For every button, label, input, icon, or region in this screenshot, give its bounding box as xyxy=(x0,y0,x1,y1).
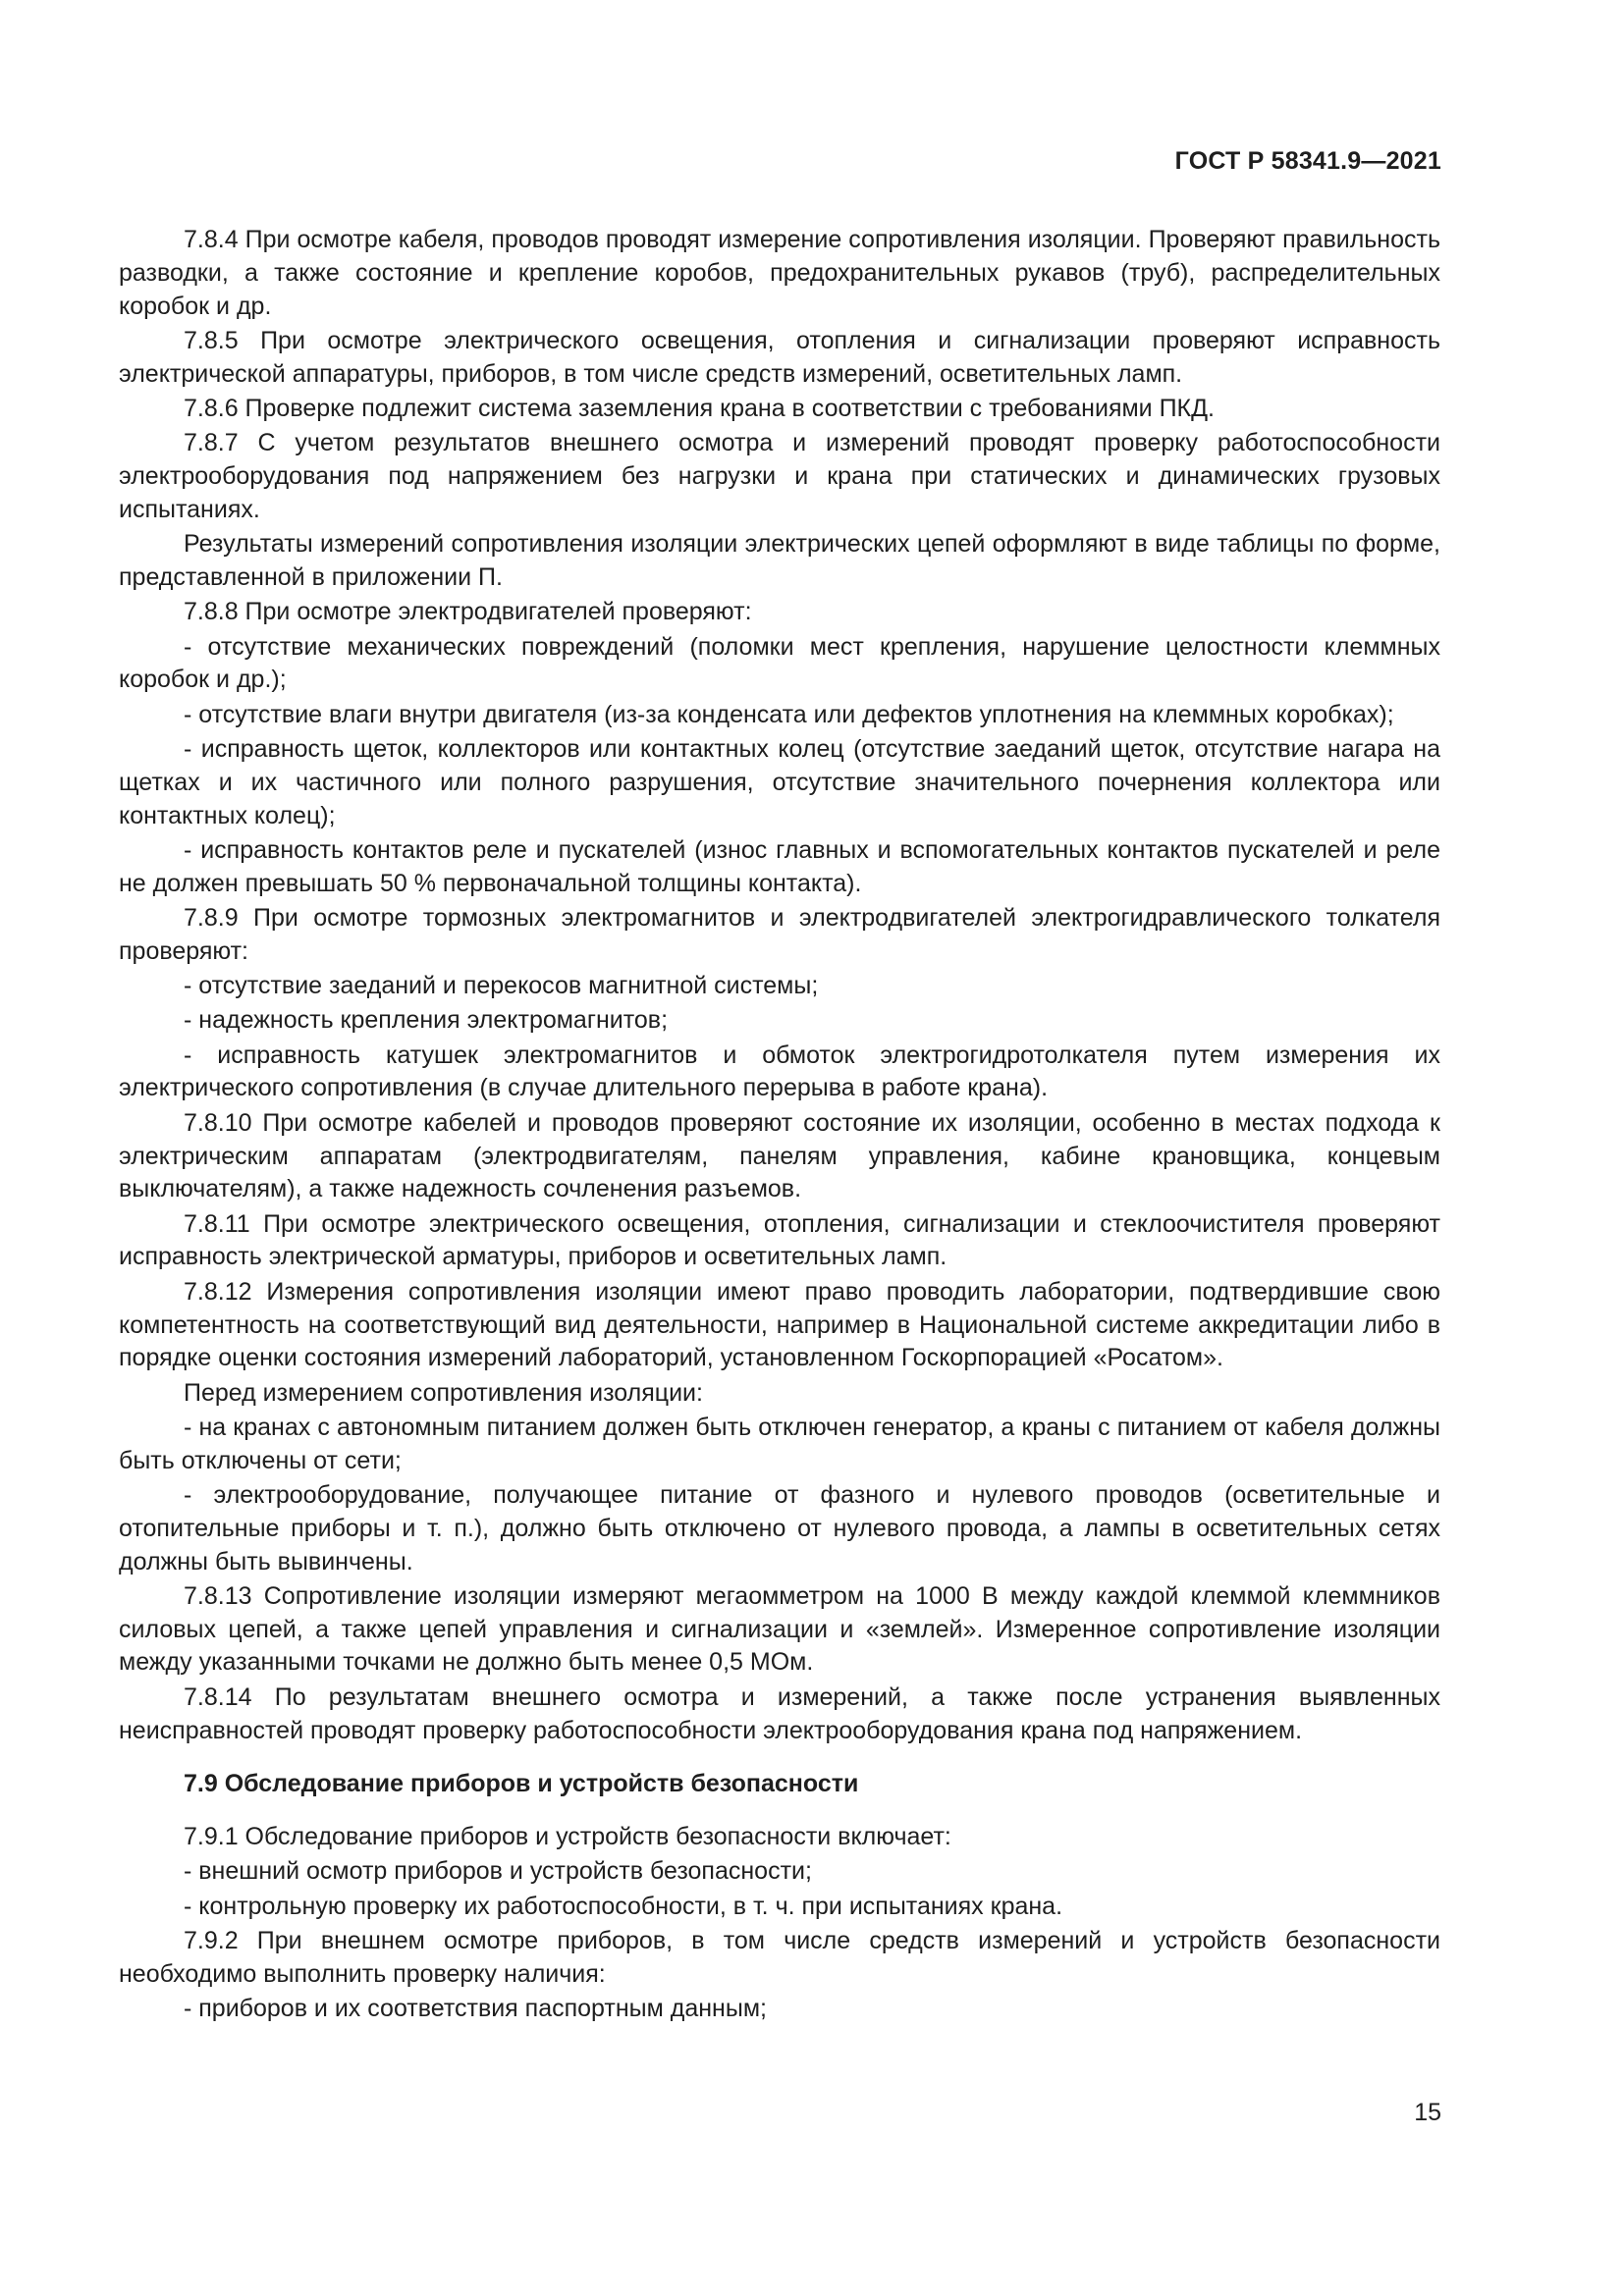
document-body xyxy=(119,224,1440,2026)
paragraph-7-8-14: 7.8.14 По результатам внешнего осмотра и измерений, а также после устранения выявленных неисправностей проводят проверку работоспособности электрооборудования крана под напряжением. xyxy=(119,1682,1440,1744)
list-item: - на кранах с автономным питанием должен быть отключен генератор, а краны с питанием от кабеля должны быть отключены от сети; xyxy=(119,1413,1440,1474)
paragraph-7-8-11: 7.8.11 При осмотре электрического освещения, отопления, сигнализации и стеклоочистителя проверяют исправность электрической арматуры, приборов и осветительных ламп. xyxy=(119,1209,1440,1271)
paragraph-7-9-2: 7.9.2 При внешнем осмотре приборов, в том числе средств измерений и устройств безопасности необходимо выполнить проверку наличия: xyxy=(119,1927,1440,1988)
paragraph-7-8-12: 7.8.12 Измерения сопротивления изоляции имеют право проводить лаборатории, подтвердившие свою компетентность на соответствующий вид деятельности, например в Национальной системе аккредитации либо в порядке оценки состояния измерений лабораторий, установленном Госкорпорацией «Росатом». xyxy=(119,1277,1440,1372)
paragraph-7-8-13: 7.8.13 Сопротивление изоляции измеряют мегаомметром на 1000 В между каждой клеммой клеммников силовых цепей, а также цепей управления и сигнализации и «землей». Измеренное сопротивление изоляции между указанными точками не должно быть менее 0,5 МОм. xyxy=(119,1581,1440,1677)
document-header-id: ГОСТ Р 58341.9—2021 xyxy=(1174,147,1441,175)
paragraph-7-8-9: 7.8.9 При осмотре тормозных электромагнитов и электродвигателей электрогидравлического толкателя проверяют: xyxy=(119,903,1440,965)
paragraph-results: Результаты измерений сопротивления изоляции электрических цепей оформляют в виде таблицы по форме, представленной в приложении П. xyxy=(119,530,1440,591)
list-item: - исправность контактов реле и пускателей (износ главных и вспомогательных контактов пускателей и реле не должен превышать 50 % первоначальной толщины контакта). xyxy=(119,835,1440,897)
paragraph-7-8-4: 7.8.4 При осмотре кабеля, проводов проводят измерение сопротивления изоляции. Проверяют правильность разводки, а также состояние и крепление коробов, предохранительных рукавов (труб), распределительных коробок и др. xyxy=(119,226,1440,320)
paragraph-7-9-1: 7.9.1 Обследование приборов и устройств безопасности включает: xyxy=(184,1823,951,1851)
list-item: - отсутствие механических повреждений (поломки мест крепления, нарушение целостности клеммных коробок и др.); xyxy=(119,632,1440,694)
list-item: - отсутствие заеданий и перекосов магнитной системы; xyxy=(184,972,819,1000)
list-item: - электрооборудование, получающее питание от фазного и нулевого проводов (осветительные и отопительные приборы и т. п.), должно быть отключено от нулевого провода, а лампы в осветительных сетях должны быть вывинчены. xyxy=(119,1480,1440,1575)
list-item: - приборов и их соответствия паспортным данным; xyxy=(184,1995,767,2023)
paragraph-7-8-8: 7.8.8 При осмотре электродвигателей проверяют: xyxy=(184,598,752,626)
list-item: - надежность крепления электромагнитов; xyxy=(184,1006,669,1035)
paragraph-7-8-6: 7.8.6 Проверке подлежит система заземления крана в соответствии с требованиями ПКД. xyxy=(184,394,1215,422)
paragraph-7-8-5: 7.8.5 При осмотре электрического освещения, отопления и сигнализации проверяют исправность электрической аппаратуры, приборов, в том числе средств измерений, осветительных ламп. xyxy=(119,326,1440,388)
list-item: - исправность щеток, коллекторов или контактных колец (отсутствие заеданий щеток, отсутствие нагара на щетках и их частичного или полного разрушения, отсутствие значительного почернения коллектора или контактных колец); xyxy=(119,734,1440,829)
list-item: - исправность катушек электромагнитов и обмоток электрогидротолкателя путем измерения их электрического сопротивления (в случае длительного перерыва в работе крана). xyxy=(119,1041,1440,1102)
paragraph-7-8-10: 7.8.10 При осмотре кабелей и проводов проверяют состояние их изоляции, особенно в местах подхода к электрическим аппаратам (электродвигателям, панелям управления, кабине крановщика, концевым выключателям), а также надежность сочленения разъемов. xyxy=(119,1108,1440,1203)
paragraph-before-measurement: Перед измерением сопротивления изоляции: xyxy=(184,1378,703,1407)
list-item: - отсутствие влаги внутри двигателя (из-за конденсата или дефектов уплотнения на клеммных коробках); xyxy=(184,700,1394,728)
list-item: - внешний осмотр приборов и устройств безопасности; xyxy=(184,1857,812,1886)
page-number: 15 xyxy=(1414,2099,1441,2126)
section-heading-7-9: 7.9 Обследование приборов и устройств безопасности xyxy=(184,1770,859,1798)
list-item: - контрольную проверку их работоспособности, в т. ч. при испытаниях крана. xyxy=(184,1892,1063,1920)
paragraph-7-8-7: 7.8.7 С учетом результатов внешнего осмотра и измерений проводят проверку работоспособности электрооборудования под напряжением без нагрузки и крана при статических и динамических грузовых испытаниях. xyxy=(119,429,1440,523)
